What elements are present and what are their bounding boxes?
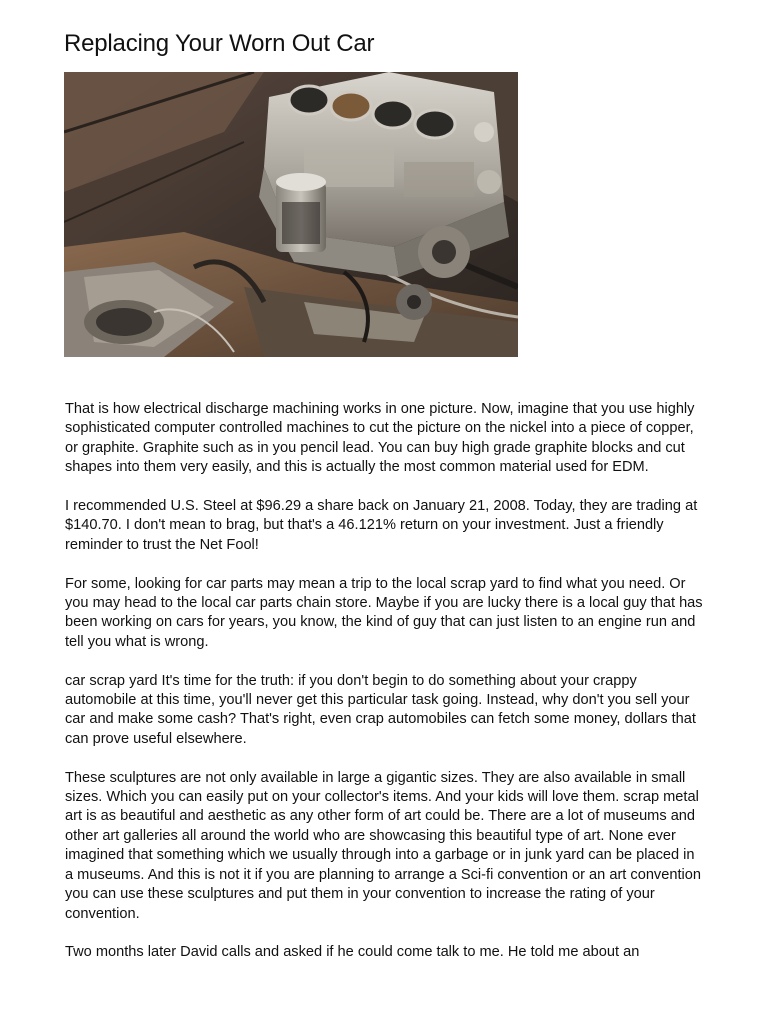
body-paragraph: These sculptures are not only available in large a gigantic sizes. They are also available in small sizes. Which you can easily put on your collector's items. And your kids will love them. scrap metal art is as beautiful and aesthetic as any other form of art could be. There are a lot of museums and other art galleries all around the world who are showcasing this beautiful type of art. None ever imagined that something which we usually through into a garbage or in junk yard can be placed in a museums. And this is not it if you are planning to arrange a Sci-fi convention or an art convention you can use these sculptures and put them in your convention to increase the rating of your convention. <box>65 769 701 922</box>
engine-block-illustration <box>64 72 518 357</box>
body-paragraph: That is how electrical discharge machining works in one picture. Now, imagine that you use highly sophisticated computer controlled machines to cut the picture on the nickel into a piece of copper, or graphite. Graphite such as in you pencil lead. You can buy high grade graphite blocks and cut shapes into them very easily, and this is actually the most common material used for EDM. <box>65 401 695 476</box>
body-paragraph: I recommended U.S. Steel at $96.29 a share back on January 21, 2008. Today, they are trading at $140.70. I don't mean to brag, but that's a 46.121% return on your investment. Just a friendly reminder to trust the Net Fool! <box>65 498 698 553</box>
engine-block-photo <box>64 72 518 357</box>
body-paragraph: For some, looking for car parts may mean a trip to the local scrap yard to find what you need. Or you may head to the local car parts chain store. Maybe if you are lucky there is a local guy that has been working on cars for years, you know, the kind of guy that can just listen to an engine run and tell you what is wrong. <box>65 575 703 650</box>
page-title: Replacing Your Worn Out Car <box>64 30 375 57</box>
article-body <box>65 400 705 982</box>
body-paragraph: Two months later David calls and asked if he could come talk to me. He told me about an <box>65 944 640 961</box>
body-paragraph: car scrap yard It's time for the truth: if you don't begin to do something about your crappy automobile at this time, you'll never get this particular task going. Instead, why don't you sell your car and make some cash? That's right, even crap automobiles can fetch some money, dollars that can prove useful elsewhere. <box>65 672 696 747</box>
